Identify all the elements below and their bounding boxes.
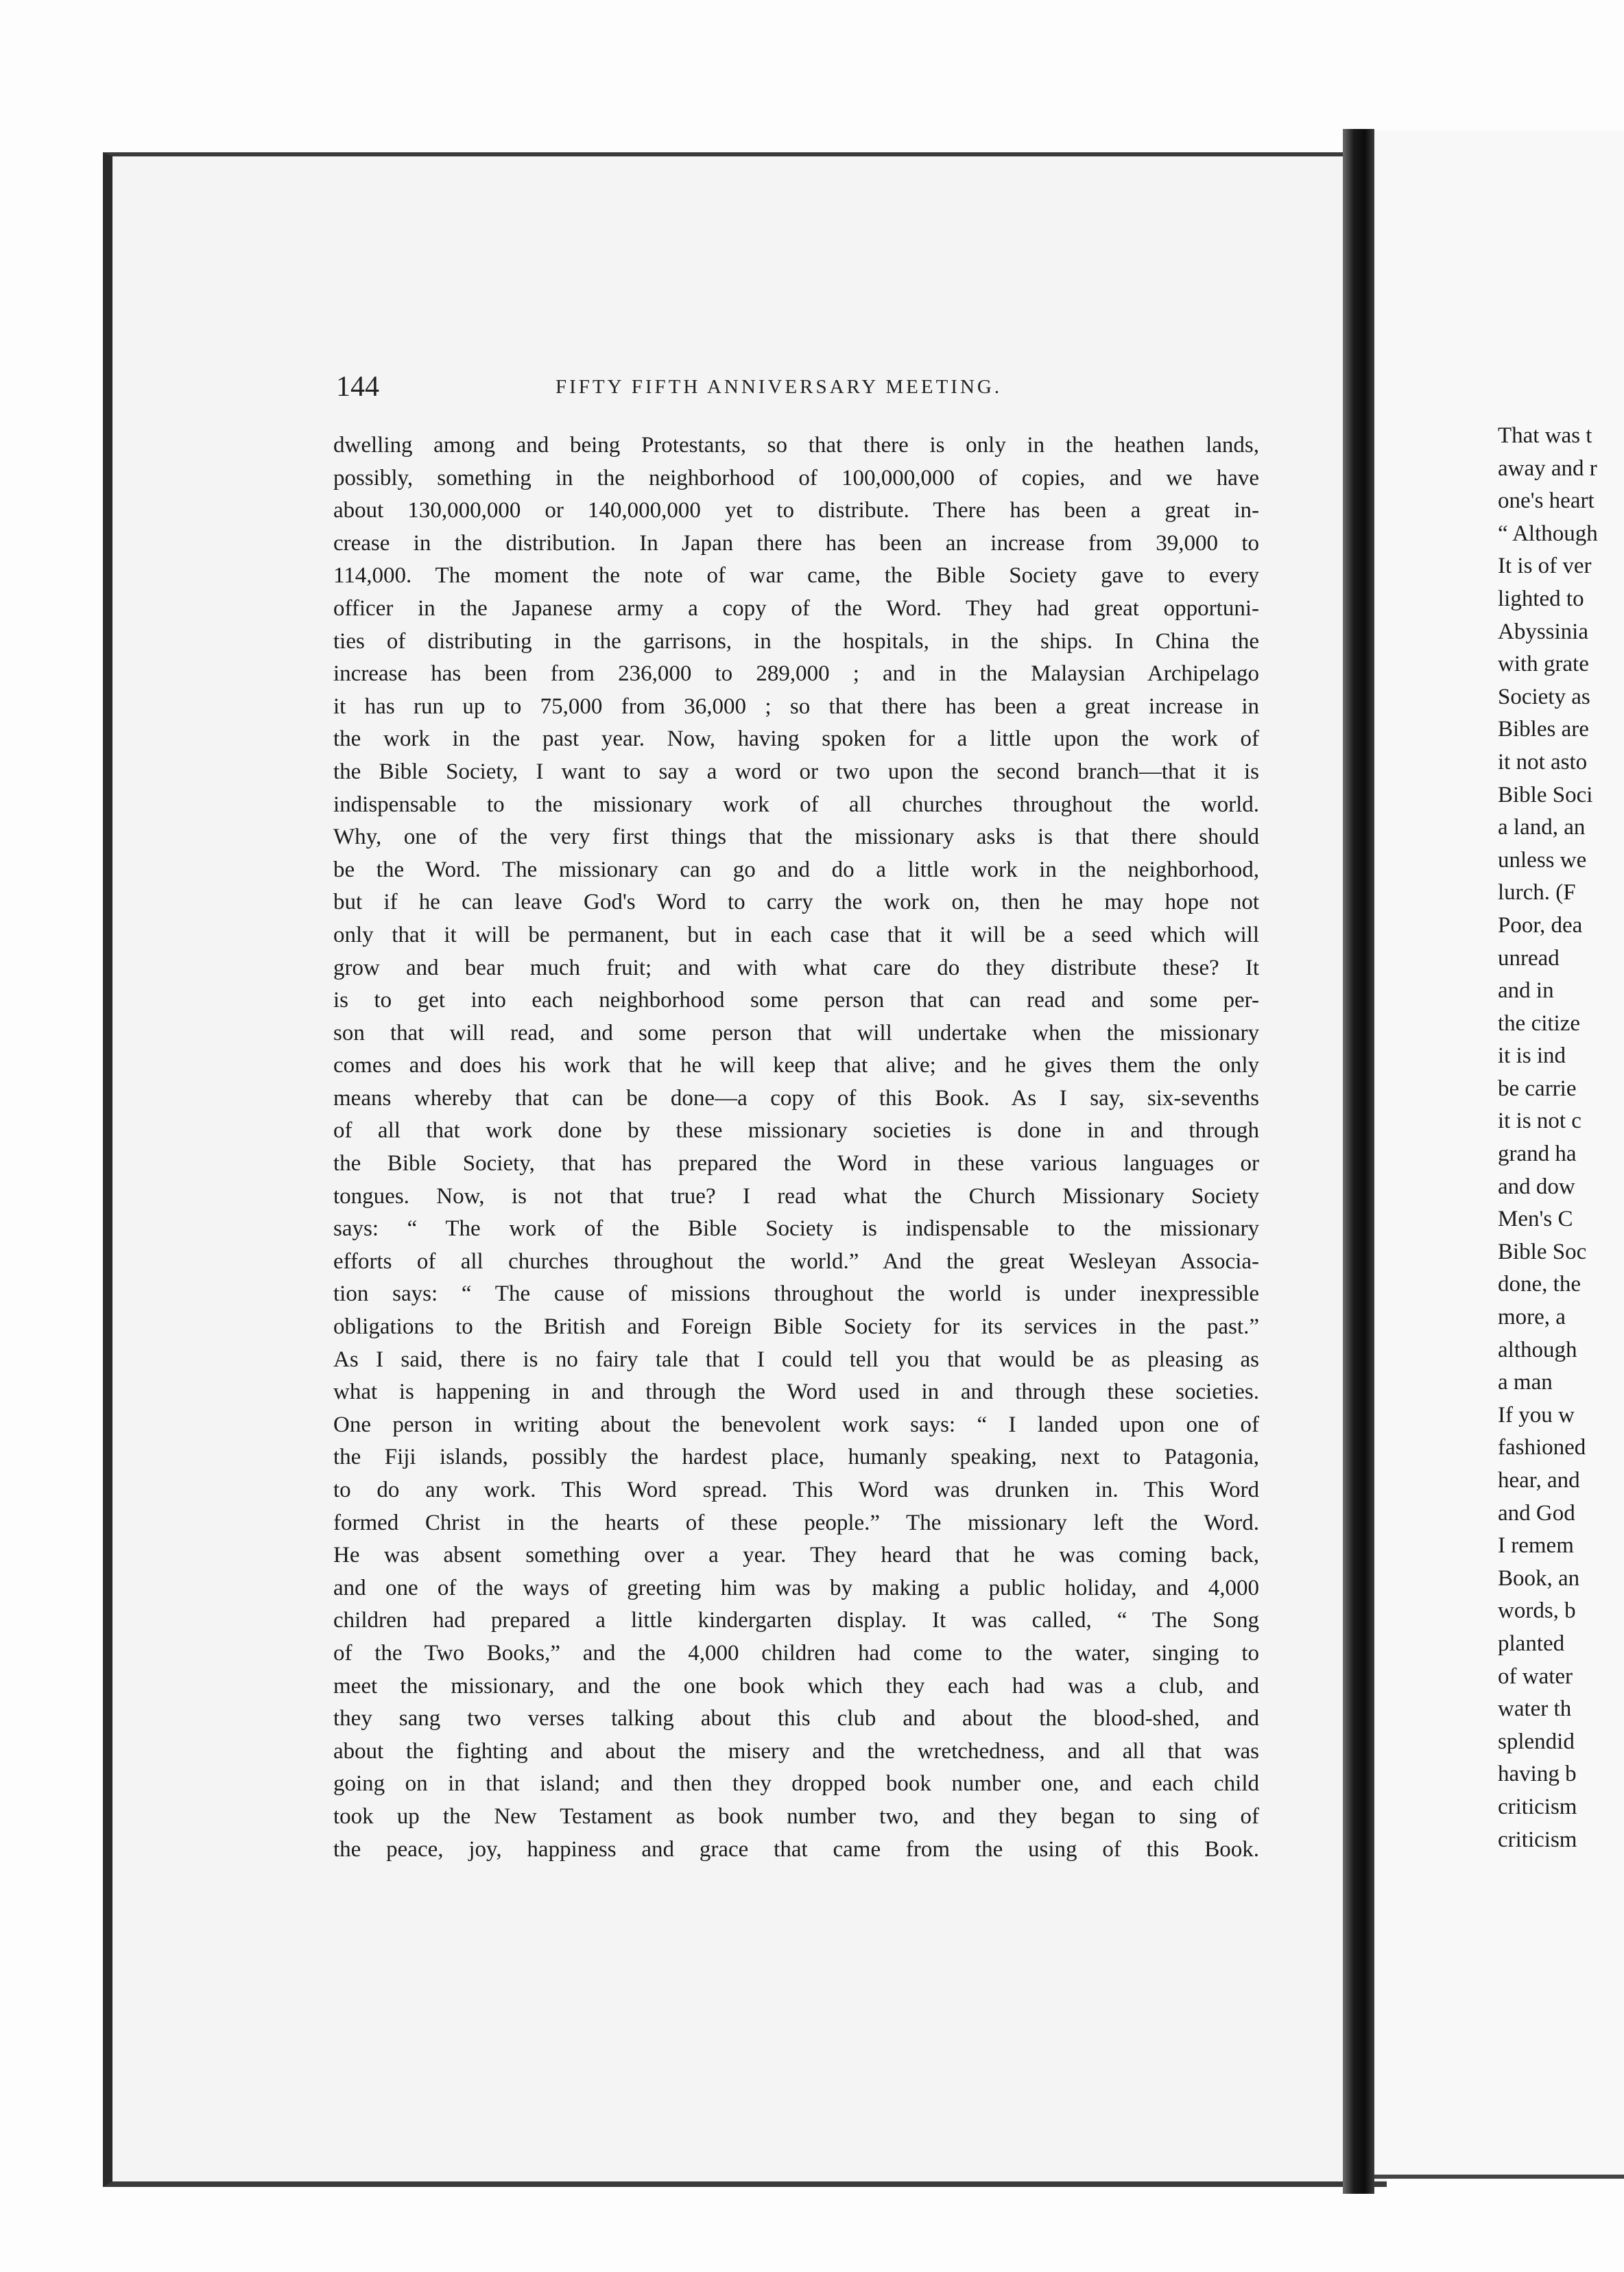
right-page-line: it is ind — [1498, 1043, 1566, 1069]
body-line: they sang two verses talking about this club and about the blood-shed, and — [333, 1706, 1259, 1731]
right-page-line: more, a — [1498, 1305, 1566, 1330]
right-page-line: planted — [1498, 1631, 1565, 1656]
right-page-line: Poor, dea — [1498, 912, 1583, 938]
body-line: ties of distributing in the garrisons, in the hospitals, in the ships. In China the — [333, 628, 1259, 654]
right-page-line: If you w — [1498, 1402, 1575, 1428]
right-page-line: the citize — [1498, 1010, 1581, 1036]
right-page-line: water th — [1498, 1696, 1572, 1722]
body-line: dwelling among and being Protestants, so that there is only in the heathen lands, — [333, 433, 1259, 458]
page-number: 144 — [336, 371, 379, 403]
body-line: children had prepared a little kindergarten display. It was called, “ The Song — [333, 1608, 1259, 1633]
body-line: One person in writing about the benevolent work says: “ I landed upon one of — [333, 1412, 1259, 1437]
body-line: possibly, something in the neighborhood of 100,000,000 of copies, and we have — [333, 465, 1259, 490]
right-page-line: unread — [1498, 945, 1560, 971]
body-line: it has run up to 75,000 from 36,000 ; so that there has been a great increase in — [333, 694, 1259, 719]
body-line: son that will read, and some person that will undertake when the missionary — [333, 1020, 1259, 1045]
right-page-line: Book, an — [1498, 1565, 1580, 1591]
right-page-line: be carrie — [1498, 1076, 1577, 1101]
book-gutter — [1343, 129, 1374, 2194]
right-page-line: lighted to — [1498, 586, 1584, 611]
body-line: formed Christ in the hearts of these people.” The missionary left the Word. — [333, 1510, 1259, 1535]
right-page-text — [1498, 420, 1624, 1856]
body-line: going on in that island; and then they dropped book number one, and each child — [333, 1771, 1259, 1797]
body-line: what is happening in and through the Word used in and through these societies. — [333, 1380, 1259, 1405]
body-line: tongues. Now, is not that true? I read what the Church Missionary Society — [333, 1183, 1259, 1209]
body-line: meet the missionary, and the one book which they each had was a club, and — [333, 1673, 1259, 1699]
body-line: about 130,000,000 or 140,000,000 yet to distribute. There has been a great in- — [333, 498, 1259, 523]
body-line: of the Two Books,” and the 4,000 children had come to the water, singing to — [333, 1640, 1259, 1666]
right-page-line: and God — [1498, 1500, 1575, 1526]
right-page-line: with grate — [1498, 652, 1589, 677]
right-page-line: done, the — [1498, 1272, 1581, 1297]
right-page-line: unless we — [1498, 847, 1587, 873]
right-page-line: it is not c — [1498, 1109, 1581, 1134]
body-line: about the fighting and about the misery and the wretchedness, and all that was — [333, 1738, 1259, 1764]
right-page-line: Bible Soci — [1498, 782, 1593, 807]
right-page-line: it not asto — [1498, 749, 1588, 774]
body-line: crease in the distribution. In Japan there has been an increase from 39,000 to — [333, 530, 1259, 556]
body-line: to do any work. This Word spread. This Word was drunken in. This Word — [333, 1478, 1259, 1502]
right-page-line: criticism — [1498, 1794, 1577, 1819]
right-page-line: although — [1498, 1337, 1577, 1362]
body-line: tion says: “ The cause of missions throughout the world is under inexpressible — [333, 1281, 1259, 1307]
body-line: efforts of all churches throughout the world.” And the great Wesleyan Associa- — [333, 1249, 1259, 1274]
running-head: FIFTY FIFTH ANNIVERSARY MEETING. — [556, 376, 1003, 398]
right-page-line: It is of ver — [1498, 554, 1592, 579]
body-line: of all that work done by these missionary societies is done in and through — [333, 1118, 1259, 1144]
right-page-line: I remem — [1498, 1533, 1574, 1559]
right-page-line: a land, an — [1498, 815, 1586, 840]
body-line: only that it will be permanent, but in each case that it will be a seed which will — [333, 922, 1259, 947]
body-line: He was absent something over a year. They heard that he was coming back, — [333, 1543, 1259, 1568]
body-line: says: “ The work of the Bible Society is indispensable to the missionary — [333, 1216, 1259, 1242]
body-line: and one of the ways of greeting him was by making a public holiday, and 4,000 — [333, 1575, 1259, 1600]
right-page-line: and in — [1498, 978, 1554, 1004]
right-page-line: “ Although — [1498, 521, 1598, 546]
body-line: but if he can leave God's Word to carry the work on, then he may hope not — [333, 890, 1259, 915]
body-line: the Bible Society, I want to say a word or two upon the second branch—that it is — [333, 759, 1259, 784]
body-line: the Bible Society, that has prepared the Word in these various languages or — [333, 1151, 1259, 1176]
body-line: comes and does his work that he will keep that alive; and he gives them the only — [333, 1053, 1259, 1078]
right-page-line: away and r — [1498, 455, 1597, 481]
body-line: officer in the Japanese army a copy of the Word. They had great opportuni- — [333, 595, 1259, 621]
right-page-line: having b — [1498, 1762, 1577, 1787]
right-page-line: That was t — [1498, 423, 1592, 448]
body-line: 114,000. The moment the note of war came, the Bible Society gave to every — [333, 563, 1259, 589]
right-page-line: lurch. (F — [1498, 880, 1576, 906]
body-text — [333, 429, 1259, 1866]
body-line: the Fiji islands, possibly the hardest place, humanly speaking, next to Patagonia, — [333, 1445, 1259, 1470]
body-line: means whereby that can be done—a copy of this Book. As I say, six-sevenths — [333, 1085, 1259, 1111]
right-page-line: fashioned — [1498, 1435, 1586, 1460]
body-line: is to get into each neighborhood some person that can read and some per- — [333, 988, 1259, 1013]
body-line: the work in the past year. Now, having spoken for a little upon the work of — [333, 726, 1259, 752]
page-header — [336, 370, 1255, 405]
body-line: took up the New Testament as book number two, and they began to sing of — [333, 1803, 1259, 1829]
body-line: indispensable to the missionary work of all churches throughout the world. — [333, 792, 1259, 817]
right-page-line: Bibles are — [1498, 717, 1589, 742]
right-page-line: and dow — [1498, 1174, 1575, 1199]
right-page-line: Society as — [1498, 684, 1590, 709]
body-line: increase has been from 236,000 to 289,000 ; and in the Malaysian Archipelago — [333, 661, 1259, 687]
body-line: As I said, there is no fairy tale that I could tell you that would be as pleasing as — [333, 1347, 1259, 1372]
right-page-line: grand ha — [1498, 1141, 1577, 1167]
right-page-line: Abyssinia — [1498, 619, 1588, 644]
right-page-line: splendid — [1498, 1729, 1575, 1754]
body-line: obligations to the British and Foreign Bible Society for its services in the past.” — [333, 1314, 1259, 1340]
body-line: grow and bear much fruit; and with what care do they distribute these? It — [333, 955, 1259, 980]
body-line: be the Word. The missionary can go and do a little work in the neighborhood, — [333, 857, 1259, 882]
right-page-line: Men's C — [1498, 1207, 1573, 1232]
right-page-line: one's heart — [1498, 488, 1595, 514]
right-page-line: criticism — [1498, 1827, 1577, 1852]
body-line: the peace, joy, happiness and grace that came from the using of this Book. — [333, 1836, 1259, 1862]
right-page-line: a man — [1498, 1370, 1553, 1395]
right-page-line: words, b — [1498, 1598, 1576, 1624]
right-page-line: of water — [1498, 1664, 1573, 1689]
body-line: Why, one of the very first things that the missionary asks is that there should — [333, 825, 1259, 850]
right-page-line: hear, and — [1498, 1468, 1580, 1493]
right-page-line: Bible Soc — [1498, 1239, 1587, 1264]
